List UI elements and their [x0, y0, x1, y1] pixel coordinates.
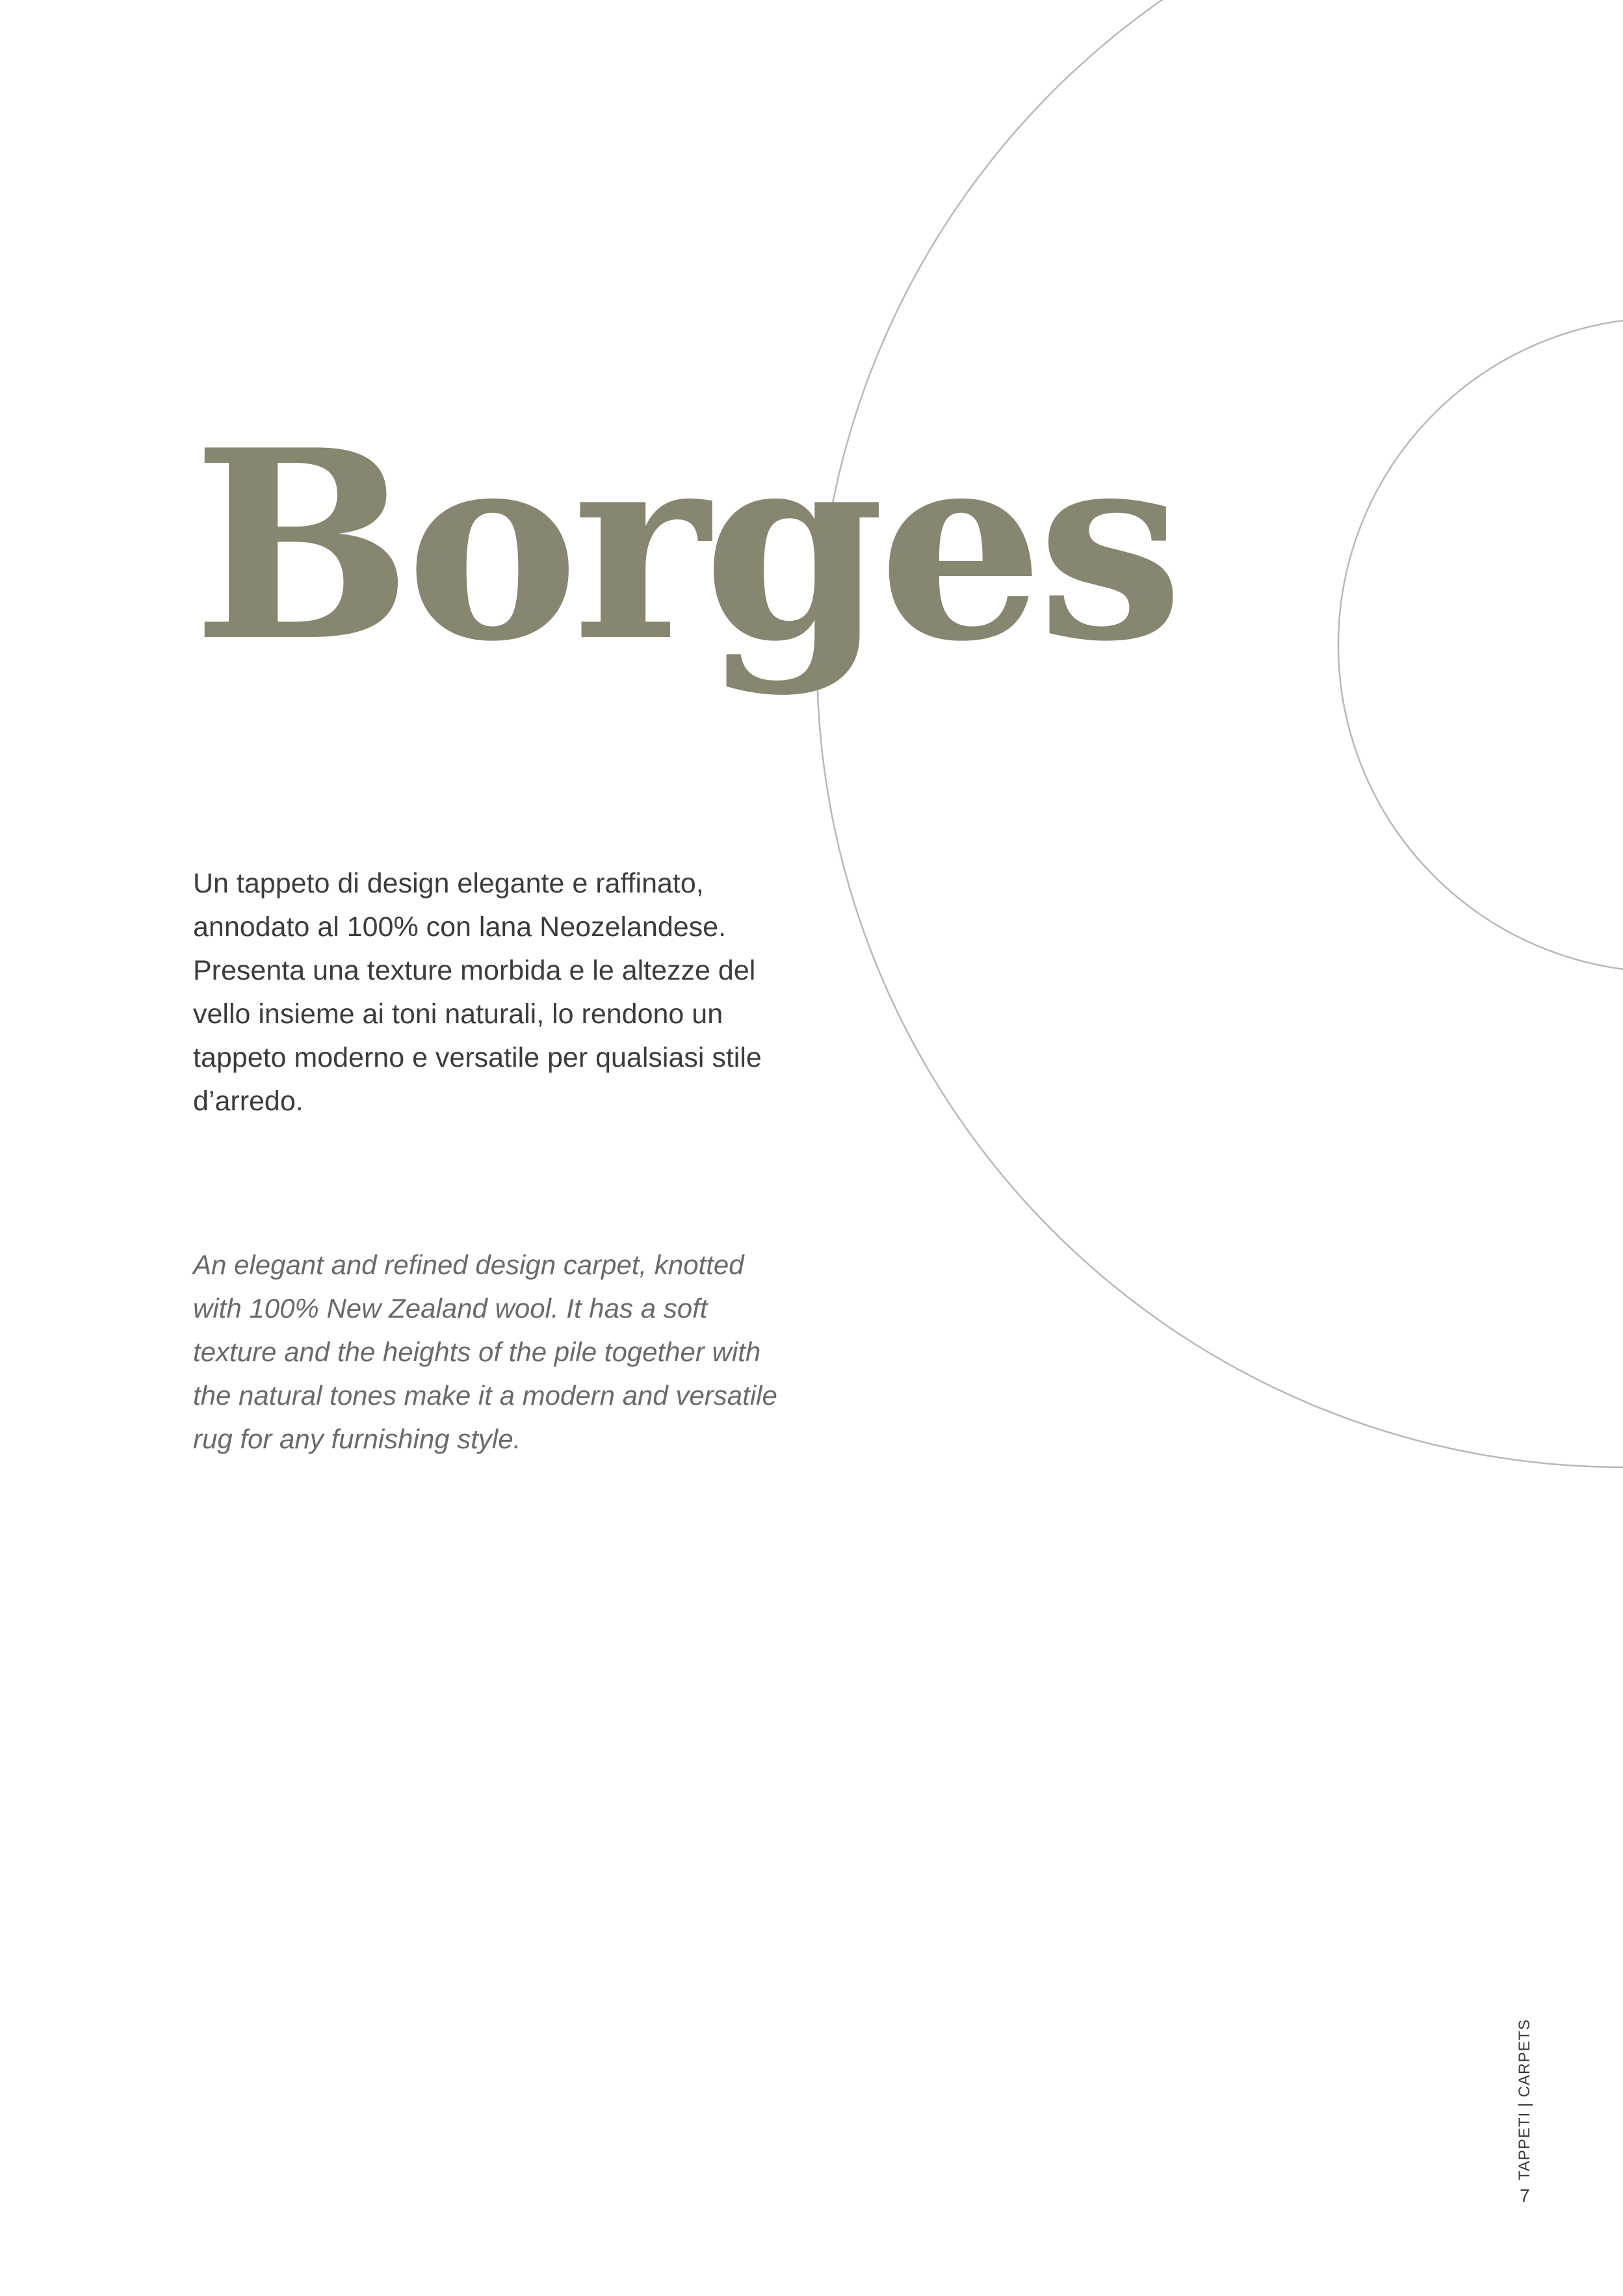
- product-title: Borges: [192, 393, 1177, 699]
- description-english: An elegant and refined design carpet, knotted with 100% New Zealand wool. It has a soft texture and the heights of the pile together with the natural tones make it a modern and versatile rug for any furnishing style.: [193, 1249, 777, 1454]
- small-outline-circle: [1338, 318, 1623, 972]
- large-outline-circle: [817, 0, 1623, 1467]
- section-label: TAPPETI | CARPETS: [1516, 2018, 1533, 2181]
- page-number: 7: [1520, 2185, 1530, 2206]
- description-italian: Un tappeto di design elegante e raffinato, annodato al 100% con lana Neozelandese. Presenta una texture morbida e le altezze del vello insieme ai toni naturali, lo rendono un tappeto moderno e versatile per qualsiasi stile d’arredo.: [193, 868, 762, 1117]
